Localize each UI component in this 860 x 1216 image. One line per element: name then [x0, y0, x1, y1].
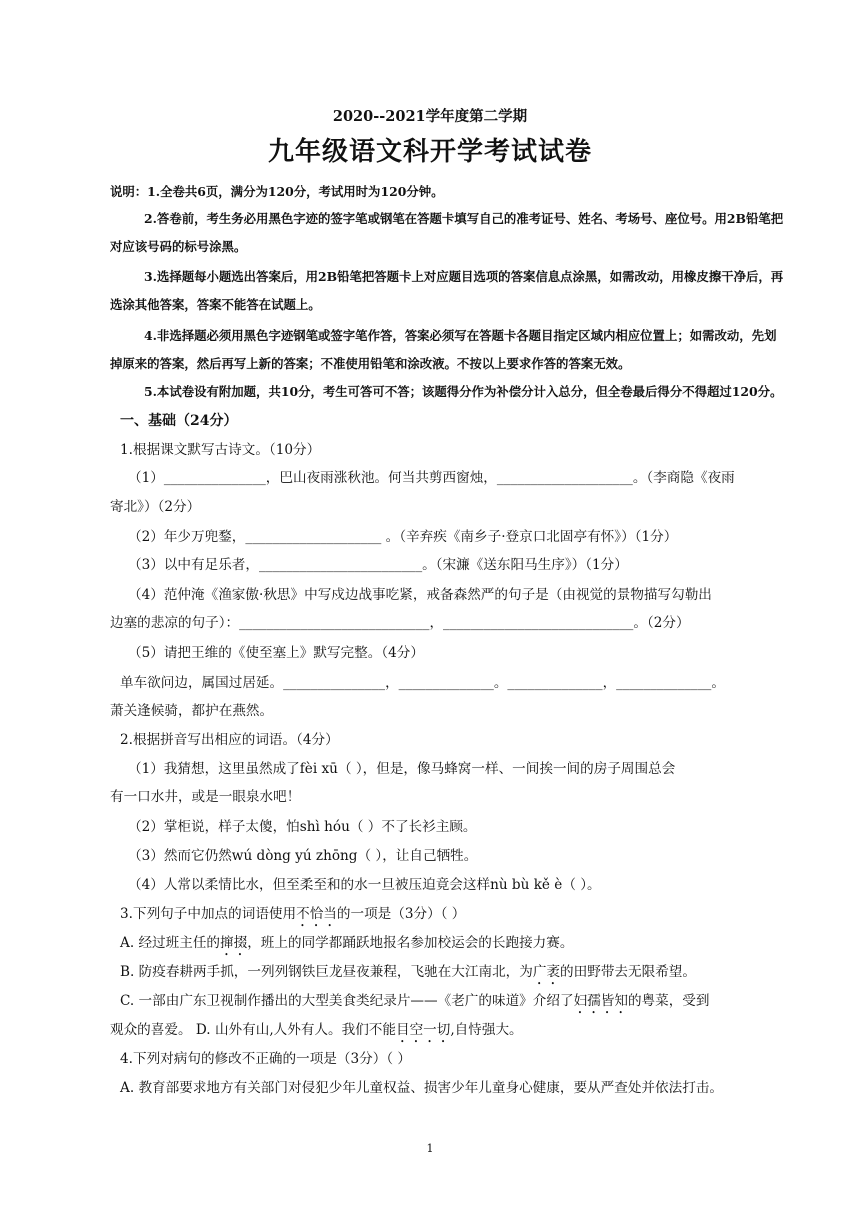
option-a-tail: ，班上的同学都踊跃地报名参加校运会的长跑接力赛。: [247, 935, 574, 951]
q2-item-1-cont: 有一口水井，或是一眼泉水吧！: [110, 789, 301, 805]
q1-item-5: （5）请把王维的《使至塞上》默写完整。（4分）: [128, 645, 424, 661]
q4-option-a: A. 教育部要求地方有关部门对侵犯少年儿童权益、损害少年儿童身心健康，要从严查处并依法打击。: [120, 1080, 723, 1096]
option-b-dotted-word: 广袤: [532, 964, 561, 980]
q2-item-4: （4）人常以柔情比水，但至柔至和的水一旦被压迫竟会这样nù bù kě è（ ）。: [128, 877, 601, 893]
option-c-text: C. 一部由广东卫视制作播出的大型美食类纪录片——《老广的味道》介绍了: [120, 993, 574, 1009]
exam-term: 2020--2021学年度第二学期: [332, 108, 528, 125]
q3-stem-text: 3.下列句子中加点的词语使用: [120, 906, 297, 922]
q3-option-a: [120, 934, 573, 959]
option-b-tail: 的田野带去无限希望。: [560, 964, 696, 980]
q1-item-4: （4）范仲淹《渔家傲·秋思》中写戍边战事吃紧，戒备森然严的句子是（由视觉的景物描写勾勒出: [128, 587, 712, 603]
note-5: 5.本试卷设有附加题，共10分，考生可答可不答；该题得分作为补偿分计入总分，但全卷最后得分不得超过120分。: [144, 384, 783, 399]
q2-item-3: （3）然而它仍然wú dòng yú zhōng（ ），让自己牺牲。: [128, 848, 478, 864]
note-4: 4.非选择题必须用黑色字迹钢笔或签字笔作答，答案必须写在答题卡各题目指定区域内相应位置上；如需改动，先划: [144, 328, 777, 343]
q2-item-1: （1）我猜想，这里虽然成了fèi xū（ ），但是，像马蜂窝一样、一间挨一间的房子周围总会: [128, 761, 676, 777]
q3-option-b: [120, 963, 696, 988]
q3-option-c: [120, 992, 710, 1017]
option-b-text: B. 防疫春耕两手抓，一列列钢铁巨龙昼夜兼程，飞驰在大江南北，为: [120, 964, 533, 980]
q1-item-1-cont: 寄北》）（2分）: [110, 499, 201, 515]
q3-stem: [120, 905, 465, 930]
q1-item-3: （3）以中有足乐者，________________________。（宋濂《送东阳马生序》）（1分）: [128, 557, 628, 573]
option-a-text: A. 经过班主任的: [120, 935, 221, 951]
poem-line-2: 萧关逢候骑，都护在燕然。: [110, 703, 274, 719]
option-d-dotted-word: 目空一切: [395, 1022, 451, 1038]
q1-item-2: （2）年少万兜鍪，____________________ 。（辛弃疾《南乡子·登京口北固亭有怀》）（1分）: [128, 529, 678, 545]
poem-line-1: 单车欲问边，属国过居延。_______________，______________。______________，______________。: [120, 675, 725, 691]
q3-stem-tail: 的一项是（3分）（ ）: [336, 906, 466, 922]
note-3-cont: 选涂其他答案，答案不能答在试题上。: [110, 297, 321, 312]
q1-stem: 1.根据课文默写古诗文。（10分）: [120, 442, 321, 458]
option-d-text: 观众的喜爱。 D. 山外有山,人外有人。我们不能: [110, 1022, 396, 1038]
q2-item-2: （2）掌柜说，样子太傻，怕shì hóu（ ）不了长衫主顾。: [128, 819, 477, 835]
section-heading: 一、基础（24分）: [120, 413, 238, 429]
note-3: 3.选择题每小题选出答案后，用2B铅笔把答题卡上对应题目选项的答案信息点涂黑，如需改动，用橡皮擦干净后，再: [144, 269, 784, 284]
note-2-cont: 对应该号码的标号涂黑。: [110, 239, 247, 254]
q2-stem: 2.根据拼音写出相应的词语。（4分）: [120, 732, 339, 748]
q3-option-d: [110, 1021, 523, 1046]
option-a-dotted-word: 撺掇: [220, 935, 248, 951]
q4-stem: 4.下列对病句的修改不正确的一项是（3分）（ ）: [120, 1051, 412, 1067]
note-2: 2.答卷前，考生务必用黑色字迹的签字笔或钢笔在答题卡填写自己的准考证号、姓名、考场号、座位号。用2B铅笔把: [144, 211, 784, 226]
page-number: 1: [426, 1142, 434, 1155]
q1-item-4-cont: 边塞的悲凉的句子）：____________________________，____________________________。（2分）: [110, 615, 690, 631]
q3-emphasis: 不恰当: [296, 906, 337, 922]
note-1: 说明：1.全卷共6页，满分为120分，考试用时为120分钟。: [110, 184, 444, 199]
option-c-dotted-word: 妇孺皆知: [573, 993, 628, 1009]
option-d-tail: ,自恃强大。: [450, 1022, 523, 1038]
note-4-cont: 掉原来的答案，然后再写上新的答案；不准使用铅笔和涂改液。不按以上要求作答的答案无效。: [110, 356, 631, 371]
exam-title: 九年级语文科开学考试试卷: [267, 137, 592, 167]
q1-item-1: （1）_______________，巴山夜雨涨秋池。何当共剪西窗烛，____________________。（李商隐《夜雨: [128, 470, 735, 486]
option-c-tail: 的粤菜，受到: [627, 993, 710, 1009]
